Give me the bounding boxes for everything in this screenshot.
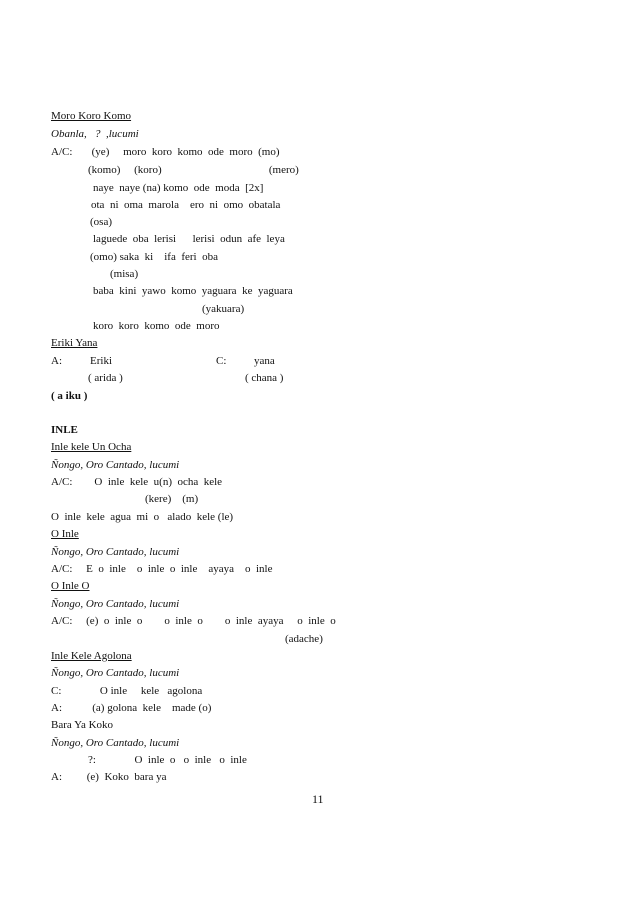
lyric-line: (komo) (koro) (mero) bbox=[88, 164, 299, 176]
lyric-line: Eriki bbox=[90, 355, 112, 367]
lyric-line: (adache) bbox=[285, 633, 323, 645]
lyric-line: (yakuara) bbox=[202, 303, 245, 315]
lyric-line: A: bbox=[51, 355, 62, 367]
lyric-line: A: (a) golona kele made (o) bbox=[51, 702, 212, 714]
page-number: 11 bbox=[312, 792, 324, 806]
lyric-line: ?: O inle o o inle o inle bbox=[88, 754, 247, 766]
lyric-line: A/C: (ye) moro koro komo ode moro (mo) bbox=[51, 146, 280, 158]
song-subtitle: Ñongo, Oro Cantado, lucumi bbox=[51, 546, 180, 558]
song-subtitle: Obanla, ? ,lucumi bbox=[51, 128, 139, 140]
lyric-line: C: bbox=[216, 355, 227, 367]
song-title: Inle Kele Agolona bbox=[51, 650, 132, 662]
song-subtitle: Ñongo, Oro Cantado, lucumi bbox=[51, 737, 180, 749]
lyric-line: C: O inle kele agolona bbox=[51, 685, 203, 697]
song-subtitle: Ñongo, Oro Cantado, lucumi bbox=[51, 459, 180, 471]
lyric-line: A: (e) Koko bara ya bbox=[51, 771, 167, 783]
lyric-line: yana bbox=[254, 355, 275, 367]
lyric-line: A/C: E o inle o inle o inle ayaya o inle bbox=[51, 563, 273, 575]
song-title: Bara Ya Koko bbox=[51, 719, 114, 731]
song-title: O Inle bbox=[51, 528, 79, 540]
lyric-line: (osa) bbox=[90, 216, 112, 228]
lyric-line: (kere) (m) bbox=[145, 493, 199, 505]
song-subtitle: Ñongo, Oro Cantado, lucumi bbox=[51, 598, 180, 610]
section-heading: INLE bbox=[51, 424, 78, 436]
lyric-line: laguede oba lerisi lerisi odun afe leya bbox=[93, 233, 285, 245]
lyric-line: (omo) saka ki ifa feri oba bbox=[90, 251, 218, 263]
lyric-line: ( a iku ) bbox=[51, 390, 88, 402]
lyric-line: ( chana ) bbox=[245, 372, 284, 384]
song-title: O Inle O bbox=[51, 580, 90, 592]
lyric-line: (misa) bbox=[110, 268, 139, 280]
song-title: Inle kele Un Ocha bbox=[51, 441, 132, 453]
song-title: Eriki Yana bbox=[51, 337, 98, 349]
lyric-line: A/C: (e) o inle o o inle o o inle ayaya o inle o bbox=[51, 615, 336, 627]
lyric-line: baba kini yawo komo yaguara ke yaguara bbox=[93, 285, 293, 297]
lyric-line: naye naye (na) komo ode moda [2x] bbox=[93, 182, 264, 194]
lyric-line: koro koro komo ode moro bbox=[93, 320, 220, 332]
song-title: Moro Koro Komo bbox=[51, 110, 132, 122]
lyric-line: ( arida ) bbox=[88, 372, 123, 384]
song-subtitle: Ñongo, Oro Cantado, lucumi bbox=[51, 667, 180, 679]
lyric-line: O inle kele agua mi o alado kele (le) bbox=[51, 511, 234, 523]
lyric-line: A/C: O inle kele u(n) ocha kele bbox=[51, 476, 223, 488]
lyric-line: ota ni oma marola ero ni omo obatala bbox=[91, 199, 281, 211]
